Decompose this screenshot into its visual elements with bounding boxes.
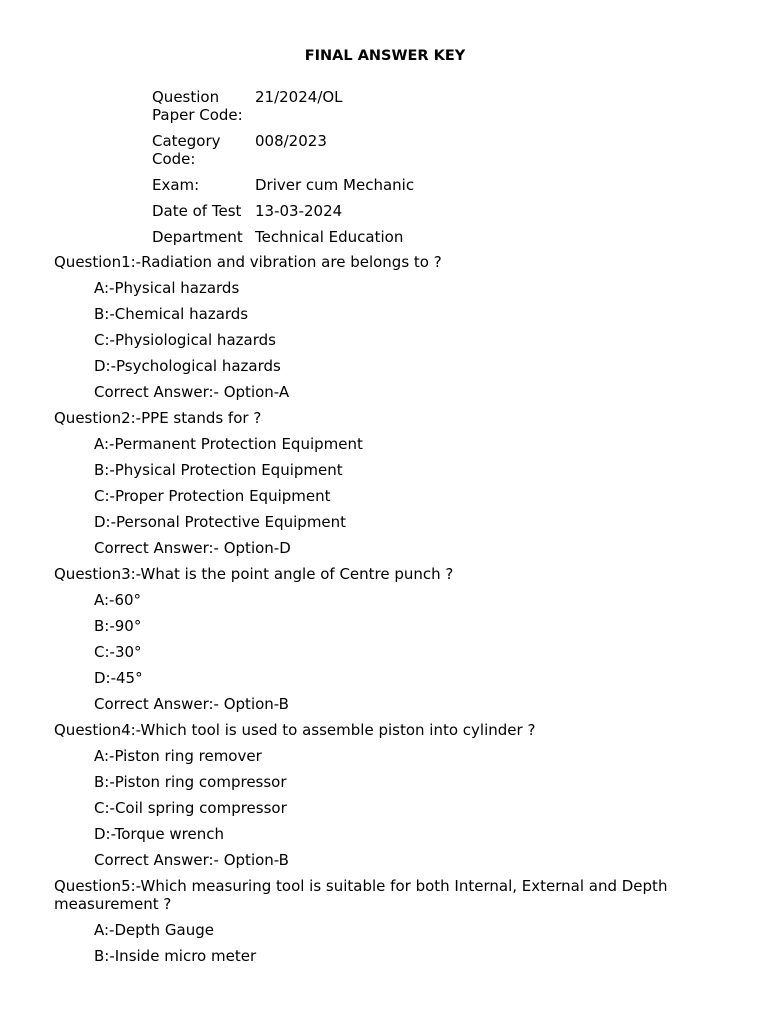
- option-c: C:-30°: [94, 643, 142, 661]
- option-d: D:-Torque wrench: [94, 825, 224, 843]
- correct-answer: Correct Answer:- Option-B: [94, 695, 289, 713]
- date-label: Date of Test: [152, 202, 242, 220]
- paper-code-value: 21/2024/OL: [255, 88, 343, 106]
- option-a: A:-Permanent Protection Equipment: [94, 435, 363, 453]
- option-a: A:-Piston ring remover: [94, 747, 262, 765]
- paper-code-label: Question Paper Code:: [152, 88, 243, 124]
- exam-row: [152, 176, 414, 202]
- question-4: [54, 721, 754, 877]
- question-1: [54, 253, 754, 409]
- question-text: Question3:-What is the point angle of Centre punch ?: [54, 565, 454, 583]
- option-a: A:-Physical hazards: [94, 279, 240, 297]
- option-b: B:-Chemical hazards: [94, 305, 249, 323]
- exam-label: Exam:: [152, 176, 200, 194]
- correct-answer: Correct Answer:- Option-A: [94, 383, 290, 401]
- question-text: Question2:-PPE stands for ?: [54, 409, 262, 427]
- option-a: A:-60°: [94, 591, 142, 609]
- correct-answer: Correct Answer:- Option-B: [94, 851, 289, 869]
- option-d: D:-Personal Protective Equipment: [94, 513, 347, 531]
- page-title: FINAL ANSWER KEY: [304, 48, 466, 64]
- option-b: B:-Physical Protection Equipment: [94, 461, 343, 479]
- option-c: C:-Physiological hazards: [94, 331, 276, 349]
- category-code-value: 008/2023: [255, 132, 327, 150]
- question-text: Question5:-Which measuring tool is suitable for both Internal, External and Depth measurement ?: [54, 877, 668, 913]
- option-b: B:-90°: [94, 617, 142, 635]
- department-value: Technical Education: [255, 228, 404, 246]
- department-label: Department: [152, 228, 243, 246]
- option-d: D:-Psychological hazards: [94, 357, 281, 375]
- question-list: [54, 253, 754, 973]
- question-5: [54, 877, 754, 973]
- option-b: B:-Inside micro meter: [94, 947, 257, 965]
- question-text: Question4:-Which tool is used to assemble piston into cylinder ?: [54, 721, 536, 739]
- option-a: A:-Depth Gauge: [94, 921, 214, 939]
- question-2: [54, 409, 754, 565]
- date-row: [152, 202, 414, 228]
- category-code-label: Category Code:: [152, 132, 221, 168]
- option-c: C:-Coil spring compressor: [94, 799, 287, 817]
- option-c: C:-Proper Protection Equipment: [94, 487, 331, 505]
- correct-answer: Correct Answer:- Option-D: [94, 539, 291, 557]
- paper-code-row: [152, 88, 414, 132]
- option-d: D:-45°: [94, 669, 143, 687]
- question-text: Question1:-Radiation and vibration are belongs to ?: [54, 253, 442, 271]
- question-3: [54, 565, 754, 721]
- option-b: B:-Piston ring compressor: [94, 773, 287, 791]
- category-code-row: [152, 132, 414, 176]
- exam-details-table: [152, 88, 414, 254]
- date-value: 13-03-2024: [255, 202, 343, 220]
- exam-value: Driver cum Mechanic: [255, 176, 415, 194]
- department-row: [152, 228, 414, 254]
